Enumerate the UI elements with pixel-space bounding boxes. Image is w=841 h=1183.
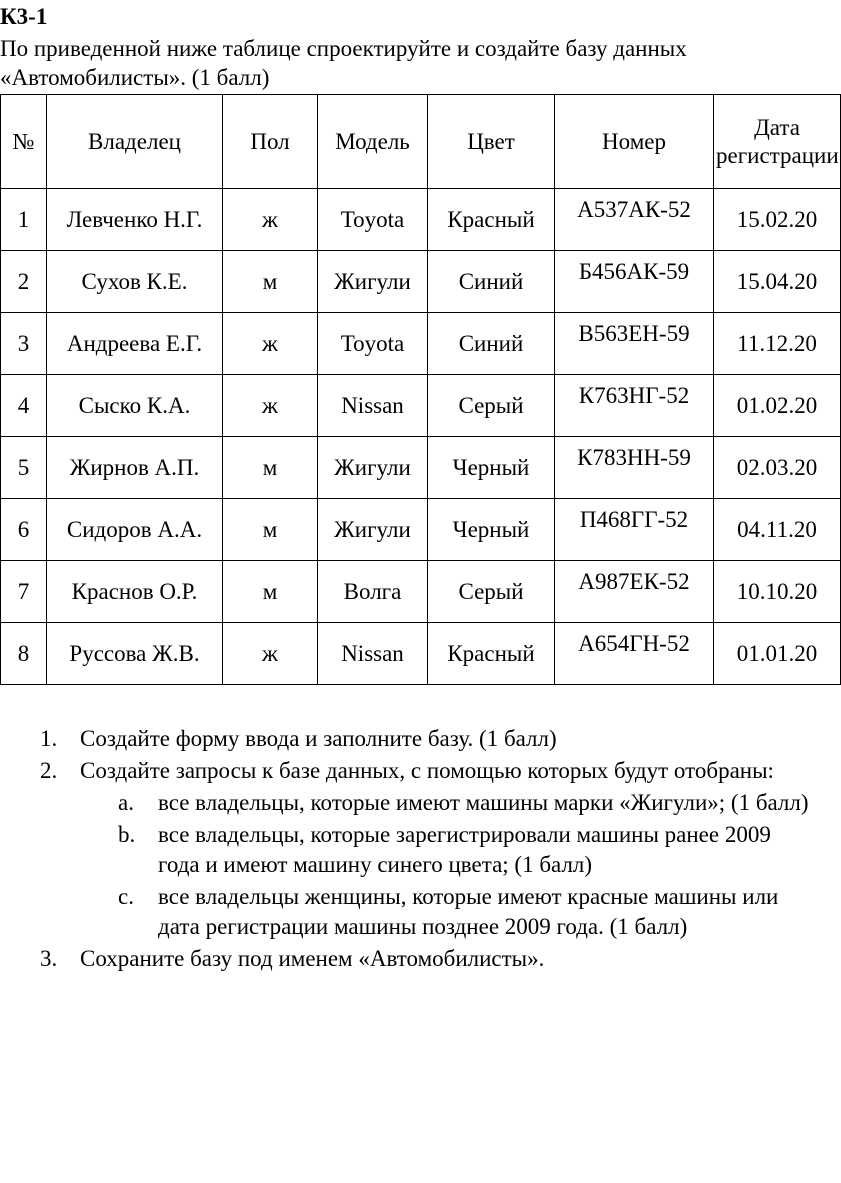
task-marker: 2. — [40, 758, 58, 783]
row-number: 2 — [1, 251, 47, 313]
plate-cell — [555, 375, 714, 437]
header-cell-model: Модель — [318, 95, 428, 189]
plate-text: К783НН-59 — [577, 444, 691, 470]
table-row — [1, 251, 841, 313]
plate-text: П468ГГ-52 — [579, 506, 689, 532]
header-cell-reg-date: Дата регистрации — [714, 95, 841, 189]
gender-cell: ж — [223, 375, 318, 437]
row-number: 5 — [1, 437, 47, 499]
plate-cell — [555, 437, 714, 499]
plate-text: А654ГН-52 — [578, 630, 690, 656]
plate-cell — [555, 189, 714, 251]
plate-text: А537АК-52 — [577, 196, 691, 222]
table-row — [1, 375, 841, 437]
task-text: Создайте запросы к базе данных, с помощью которых будут отобраны: — [80, 758, 774, 783]
subtask-text: все владельцы, которые имеют машины марки «Жигули»; (1 балл) — [158, 790, 809, 815]
gender-cell: ж — [223, 189, 318, 251]
table-row — [1, 189, 841, 251]
plate-text: А987ЕК-52 — [578, 568, 690, 594]
reg-date-cell: 01.02.20 — [714, 375, 841, 437]
plate-text: В563ЕН-59 — [578, 320, 690, 346]
model-cell: Toyota — [318, 189, 428, 251]
plate-cell — [555, 623, 714, 685]
model-cell: Жигули — [318, 437, 428, 499]
plate-cell — [555, 313, 714, 375]
owner-cell: Сидоров А.А. — [47, 499, 223, 561]
color-cell: Синий — [428, 251, 555, 313]
reg-date-cell: 11.12.20 — [714, 313, 841, 375]
owner-cell: Руссова Ж.В. — [47, 623, 223, 685]
owner-cell: Андреева Е.Г. — [47, 313, 223, 375]
task-text: Сохраните базу под именем «Автомобилисты». — [80, 946, 545, 971]
color-cell: Красный — [428, 623, 555, 685]
plate-cell — [555, 561, 714, 623]
subtask-text: все владельцы женщины, которые имеют красные машины или дата регистрации машины позднее 2009 года. (1 балл) — [158, 884, 779, 939]
color-cell: Серый — [428, 375, 555, 437]
subtask-marker: c. — [118, 884, 134, 909]
document-title: К3-1 — [0, 4, 48, 29]
reg-date-cell: 15.02.20 — [714, 189, 841, 251]
task-marker: 1. — [40, 726, 58, 751]
row-number: 7 — [1, 561, 47, 623]
owner-cell: Сыско К.А. — [47, 375, 223, 437]
model-cell: Волга — [318, 561, 428, 623]
table-row — [1, 313, 841, 375]
task-item — [0, 944, 816, 974]
gender-cell: м — [223, 437, 318, 499]
gender-cell: ж — [223, 623, 318, 685]
subtask-item — [0, 788, 816, 818]
table-row — [1, 561, 841, 623]
color-cell: Серый — [428, 561, 555, 623]
plate-text: К763НГ-52 — [578, 382, 690, 408]
model-cell: Жигули — [318, 251, 428, 313]
row-number: 6 — [1, 499, 47, 561]
task-item — [0, 756, 816, 786]
row-number: 4 — [1, 375, 47, 437]
reg-date-cell: 10.10.20 — [714, 561, 841, 623]
reg-date-cell: 04.11.20 — [714, 499, 841, 561]
gender-cell: м — [223, 499, 318, 561]
gender-cell: ж — [223, 313, 318, 375]
header-cell-plate: Номер — [555, 95, 714, 189]
row-number: 1 — [1, 189, 47, 251]
task-text: Создайте форму ввода и заполните базу. (1 балл) — [80, 726, 557, 751]
model-cell: Nissan — [318, 375, 428, 437]
gender-cell: м — [223, 561, 318, 623]
task-list — [0, 724, 816, 976]
task-marker: 3. — [40, 946, 58, 971]
header-cell-gender: Пол — [223, 95, 318, 189]
subtask-item — [0, 820, 816, 880]
table-row — [1, 623, 841, 685]
subtask-marker: b. — [118, 822, 136, 847]
model-cell: Toyota — [318, 313, 428, 375]
task-item — [0, 724, 816, 754]
color-cell: Красный — [428, 189, 555, 251]
owner-cell: Краснов О.Р. — [47, 561, 223, 623]
color-cell: Черный — [428, 499, 555, 561]
subtask-marker: a. — [118, 790, 134, 815]
reg-date-cell: 15.04.20 — [714, 251, 841, 313]
plate-cell — [555, 251, 714, 313]
table-row — [1, 499, 841, 561]
model-cell: Жигули — [318, 499, 428, 561]
plate-text: Б456АК-59 — [578, 258, 690, 284]
gender-cell: м — [223, 251, 318, 313]
table-header-row — [1, 95, 841, 189]
model-cell: Nissan — [318, 623, 428, 685]
row-number: 3 — [1, 313, 47, 375]
header-cell-color: Цвет — [428, 95, 555, 189]
reg-date-cell: 02.03.20 — [714, 437, 841, 499]
intro-text: По приведенной ниже таблице спроектируйте и создайте базу данных «Автомобилисты». (1 балл) — [0, 36, 687, 90]
color-cell: Синий — [428, 313, 555, 375]
table-row — [1, 437, 841, 499]
cars-table — [0, 94, 841, 685]
reg-date-cell: 01.01.20 — [714, 623, 841, 685]
owner-cell: Жирнов А.П. — [47, 437, 223, 499]
owner-cell: Левченко Н.Г. — [47, 189, 223, 251]
subtask-item — [0, 882, 816, 942]
header-cell-number: № — [1, 95, 47, 189]
color-cell: Черный — [428, 437, 555, 499]
owner-cell: Сухов К.Е. — [47, 251, 223, 313]
row-number: 8 — [1, 623, 47, 685]
header-cell-owner: Владелец — [47, 95, 223, 189]
plate-cell — [555, 499, 714, 561]
subtask-text: все владельцы, которые зарегистрировали машины ранее 2009 года и имеют машину синего цвета; (1 балл) — [158, 822, 771, 877]
